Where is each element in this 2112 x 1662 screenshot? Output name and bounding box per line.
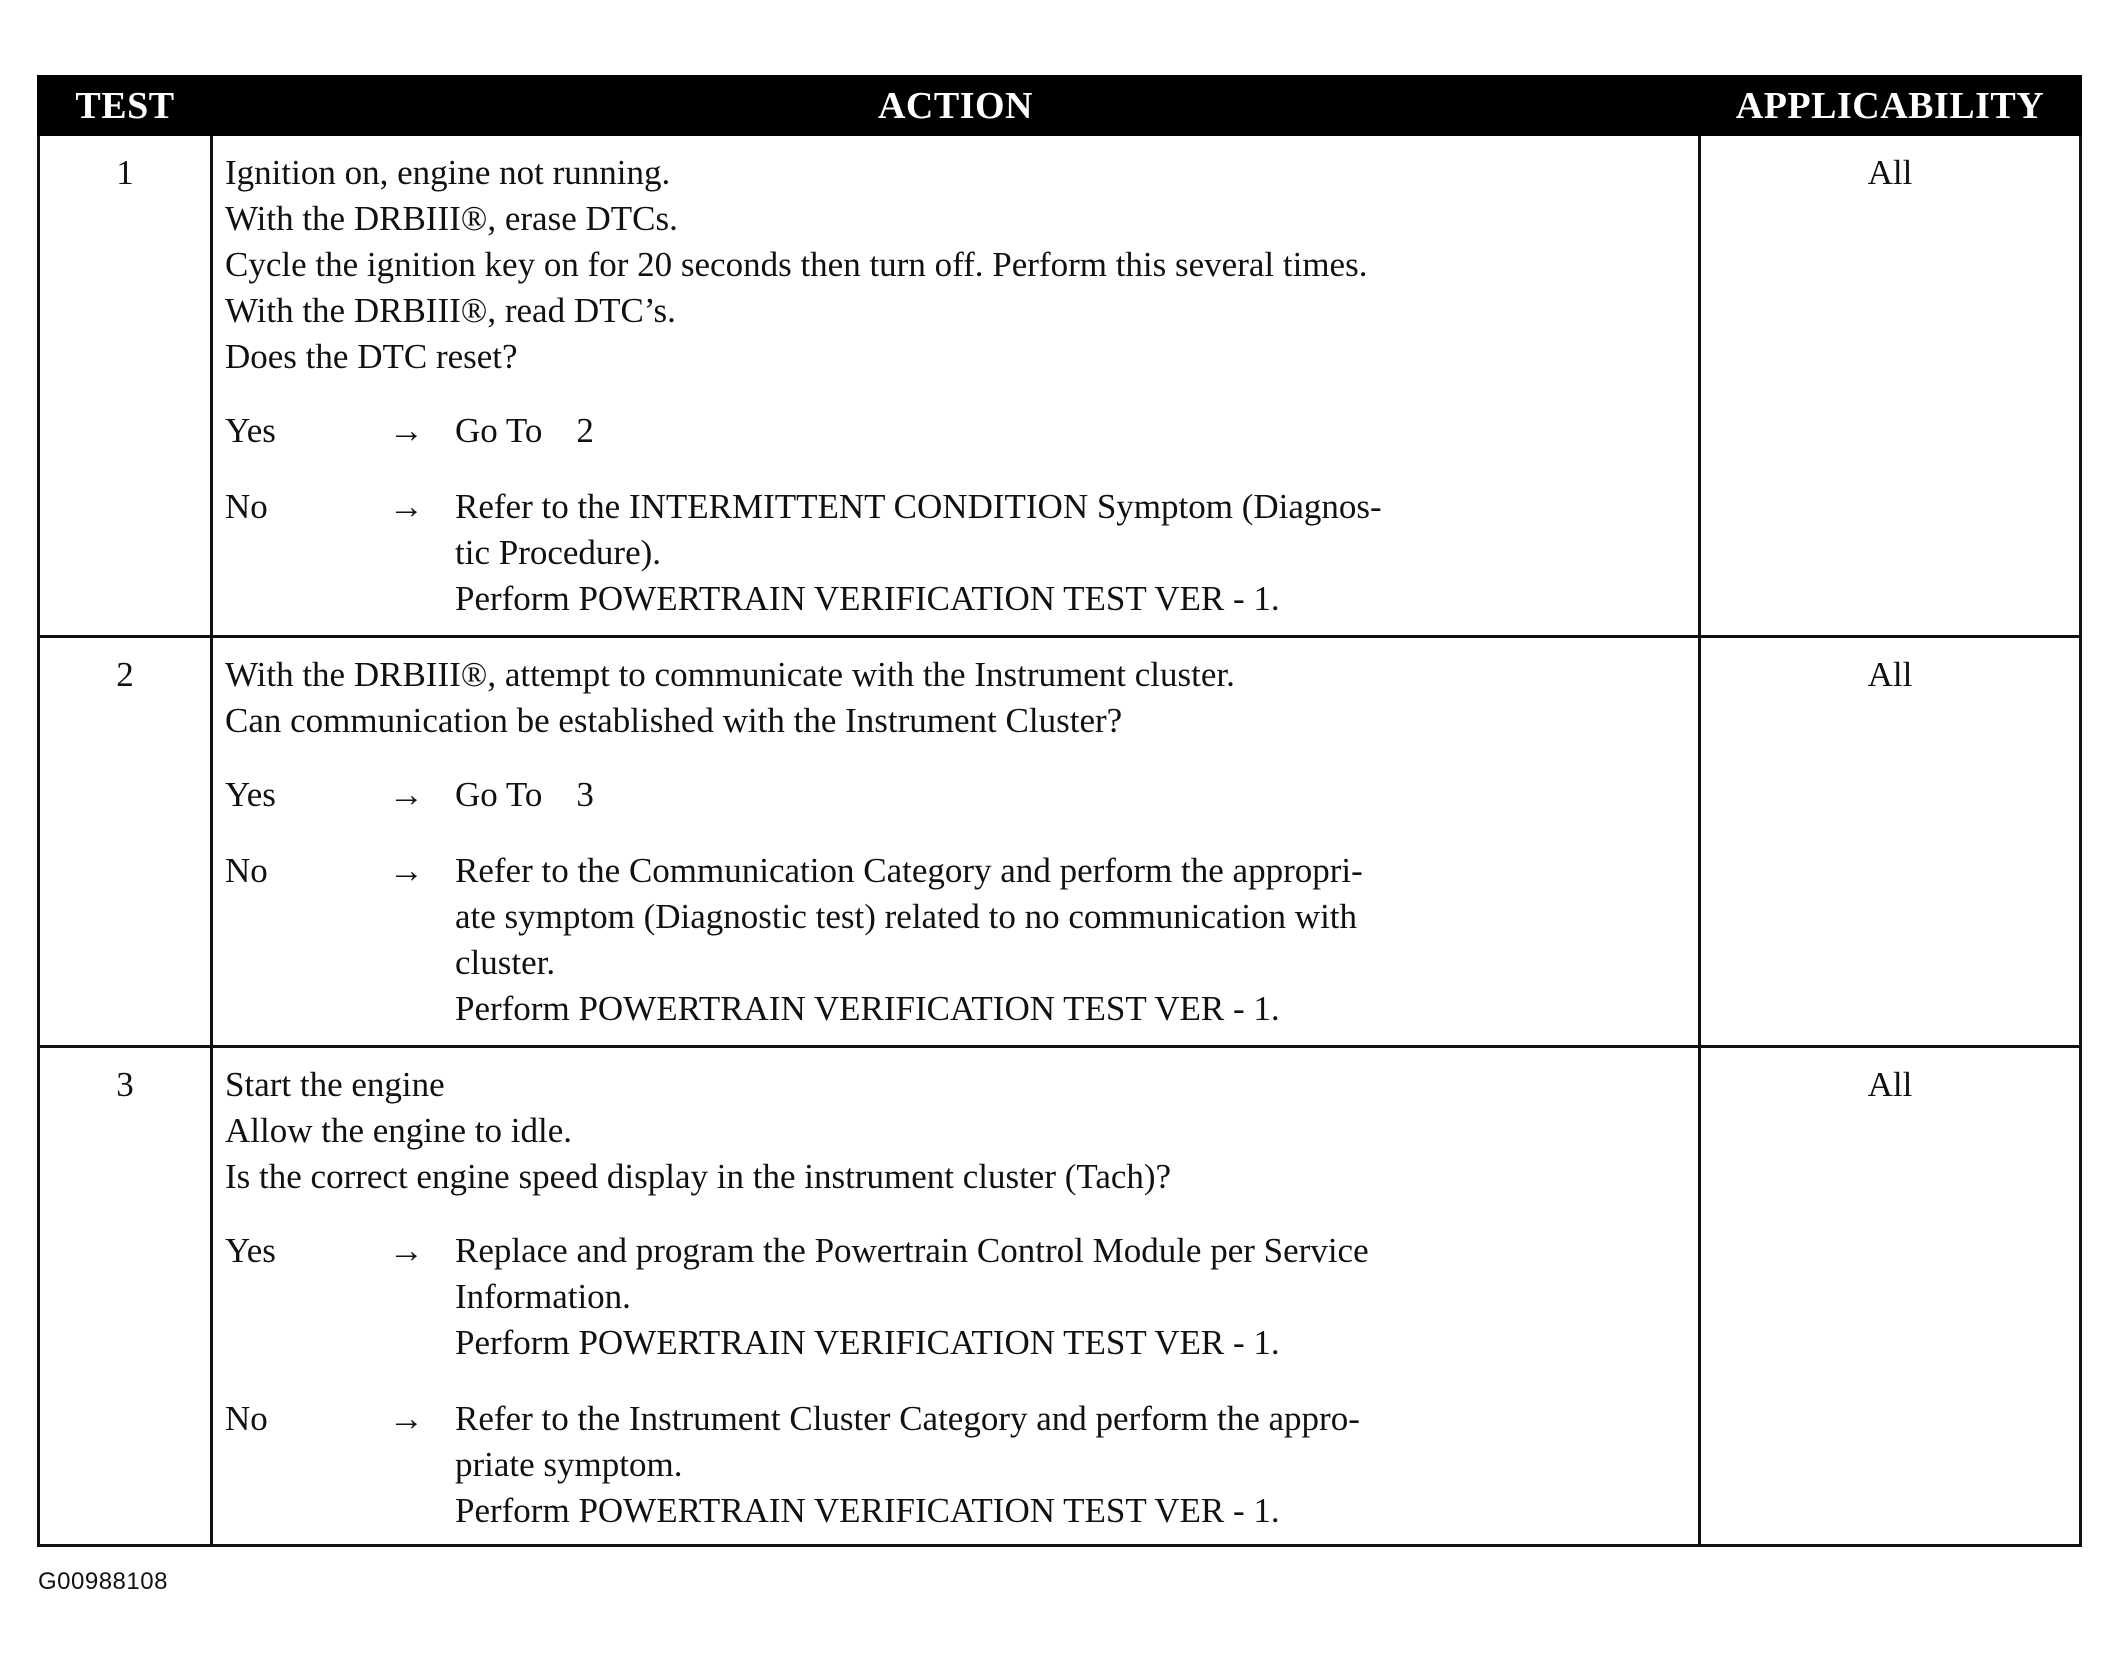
header-applicability: APPLICABILITY	[1700, 77, 2081, 135]
right-arrow-icon: →	[389, 851, 424, 890]
result-line: Replace and program the Powertrain Control Module per Service	[455, 1231, 1369, 1270]
result-line: Refer to the Communication Category and perform the appropri-	[455, 851, 1363, 890]
action-cell	[212, 1047, 1700, 1546]
result-line: Perform POWERTRAIN VERIFICATION TEST VER - 1.	[455, 1491, 1280, 1530]
action-step: With the DRBIII®, attempt to communicate with the Instrument cluster.	[225, 655, 1235, 694]
result-line: Refer to the INTERMITTENT CONDITION Symptom (Diagnos-	[455, 487, 1382, 526]
yes-result	[455, 408, 1690, 454]
action-step: Can communication be established with the Instrument Cluster?	[225, 701, 1123, 740]
diagnostic-test-table	[37, 75, 2082, 1547]
result-line: priate symptom.	[455, 1445, 683, 1484]
yes-label: Yes	[225, 775, 276, 814]
applicability-value: All	[1700, 135, 2081, 637]
right-arrow-icon: →	[389, 411, 424, 450]
result-line: Refer to the Instrument Cluster Category and perform the appro-	[455, 1399, 1360, 1438]
right-arrow-icon: →	[389, 1231, 424, 1270]
header-test: TEST	[39, 77, 212, 135]
goto-step-number: 3	[576, 775, 594, 814]
action-step: Cycle the ignition key on for 20 seconds then turn off. Perform this several times.	[225, 245, 1368, 284]
yes-label: Yes	[225, 1231, 276, 1270]
table-header-row	[39, 77, 2081, 135]
right-arrow-icon: →	[389, 775, 424, 814]
yes-outcome	[225, 772, 1690, 818]
result-line: tic Procedure).	[455, 533, 662, 572]
figure-id: G00988108	[38, 1568, 168, 1595]
yes-outcome	[225, 1228, 1690, 1366]
goto-label: Go To	[455, 775, 543, 814]
no-label: No	[225, 487, 268, 526]
goto-text	[455, 411, 594, 450]
action-step: Ignition on, engine not running.	[225, 153, 671, 192]
action-step: With the DRBIII®, read DTC’s.	[225, 291, 676, 330]
test-number: 3	[39, 1047, 212, 1546]
yes-result	[455, 772, 1690, 818]
applicability-value: All	[1700, 1047, 2081, 1546]
no-outcome	[225, 484, 1690, 622]
header-action: ACTION	[212, 77, 1700, 135]
goto-text	[455, 775, 594, 814]
result-line: Perform POWERTRAIN VERIFICATION TEST VER - 1.	[455, 1323, 1280, 1362]
right-arrow-icon: →	[389, 487, 424, 526]
no-result	[455, 848, 1690, 1032]
test-number: 1	[39, 135, 212, 637]
result-line: cluster.	[455, 943, 556, 982]
no-label: No	[225, 1399, 268, 1438]
result-line: Perform POWERTRAIN VERIFICATION TEST VER - 1.	[455, 579, 1280, 618]
action-step: Allow the engine to idle.	[225, 1111, 573, 1150]
action-cell	[212, 637, 1700, 1047]
no-result	[455, 1396, 1690, 1534]
action-step: Start the engine	[225, 1065, 445, 1104]
result-line: ate symptom (Diagnostic test) related to no communication with	[455, 897, 1358, 936]
yes-label: Yes	[225, 411, 276, 450]
no-outcome	[225, 848, 1690, 1032]
test-number: 2	[39, 637, 212, 1047]
action-cell	[212, 135, 1700, 637]
action-step: With the DRBIII®, erase DTCs.	[225, 199, 678, 238]
table-row	[39, 135, 2081, 637]
result-line: Perform POWERTRAIN VERIFICATION TEST VER - 1.	[455, 989, 1280, 1028]
result-line: Information.	[455, 1277, 631, 1316]
table-row	[39, 637, 2081, 1047]
no-label: No	[225, 851, 268, 890]
table-row	[39, 1047, 2081, 1546]
goto-step-number: 2	[576, 411, 594, 450]
applicability-value: All	[1700, 637, 2081, 1047]
no-outcome	[225, 1396, 1690, 1534]
action-step: Is the correct engine speed display in the instrument cluster (Tach)?	[225, 1157, 1172, 1196]
yes-result	[455, 1228, 1690, 1366]
goto-label: Go To	[455, 411, 543, 450]
action-step: Does the DTC reset?	[225, 337, 518, 376]
yes-outcome	[225, 408, 1690, 454]
right-arrow-icon: →	[389, 1399, 424, 1438]
no-result	[455, 484, 1690, 622]
